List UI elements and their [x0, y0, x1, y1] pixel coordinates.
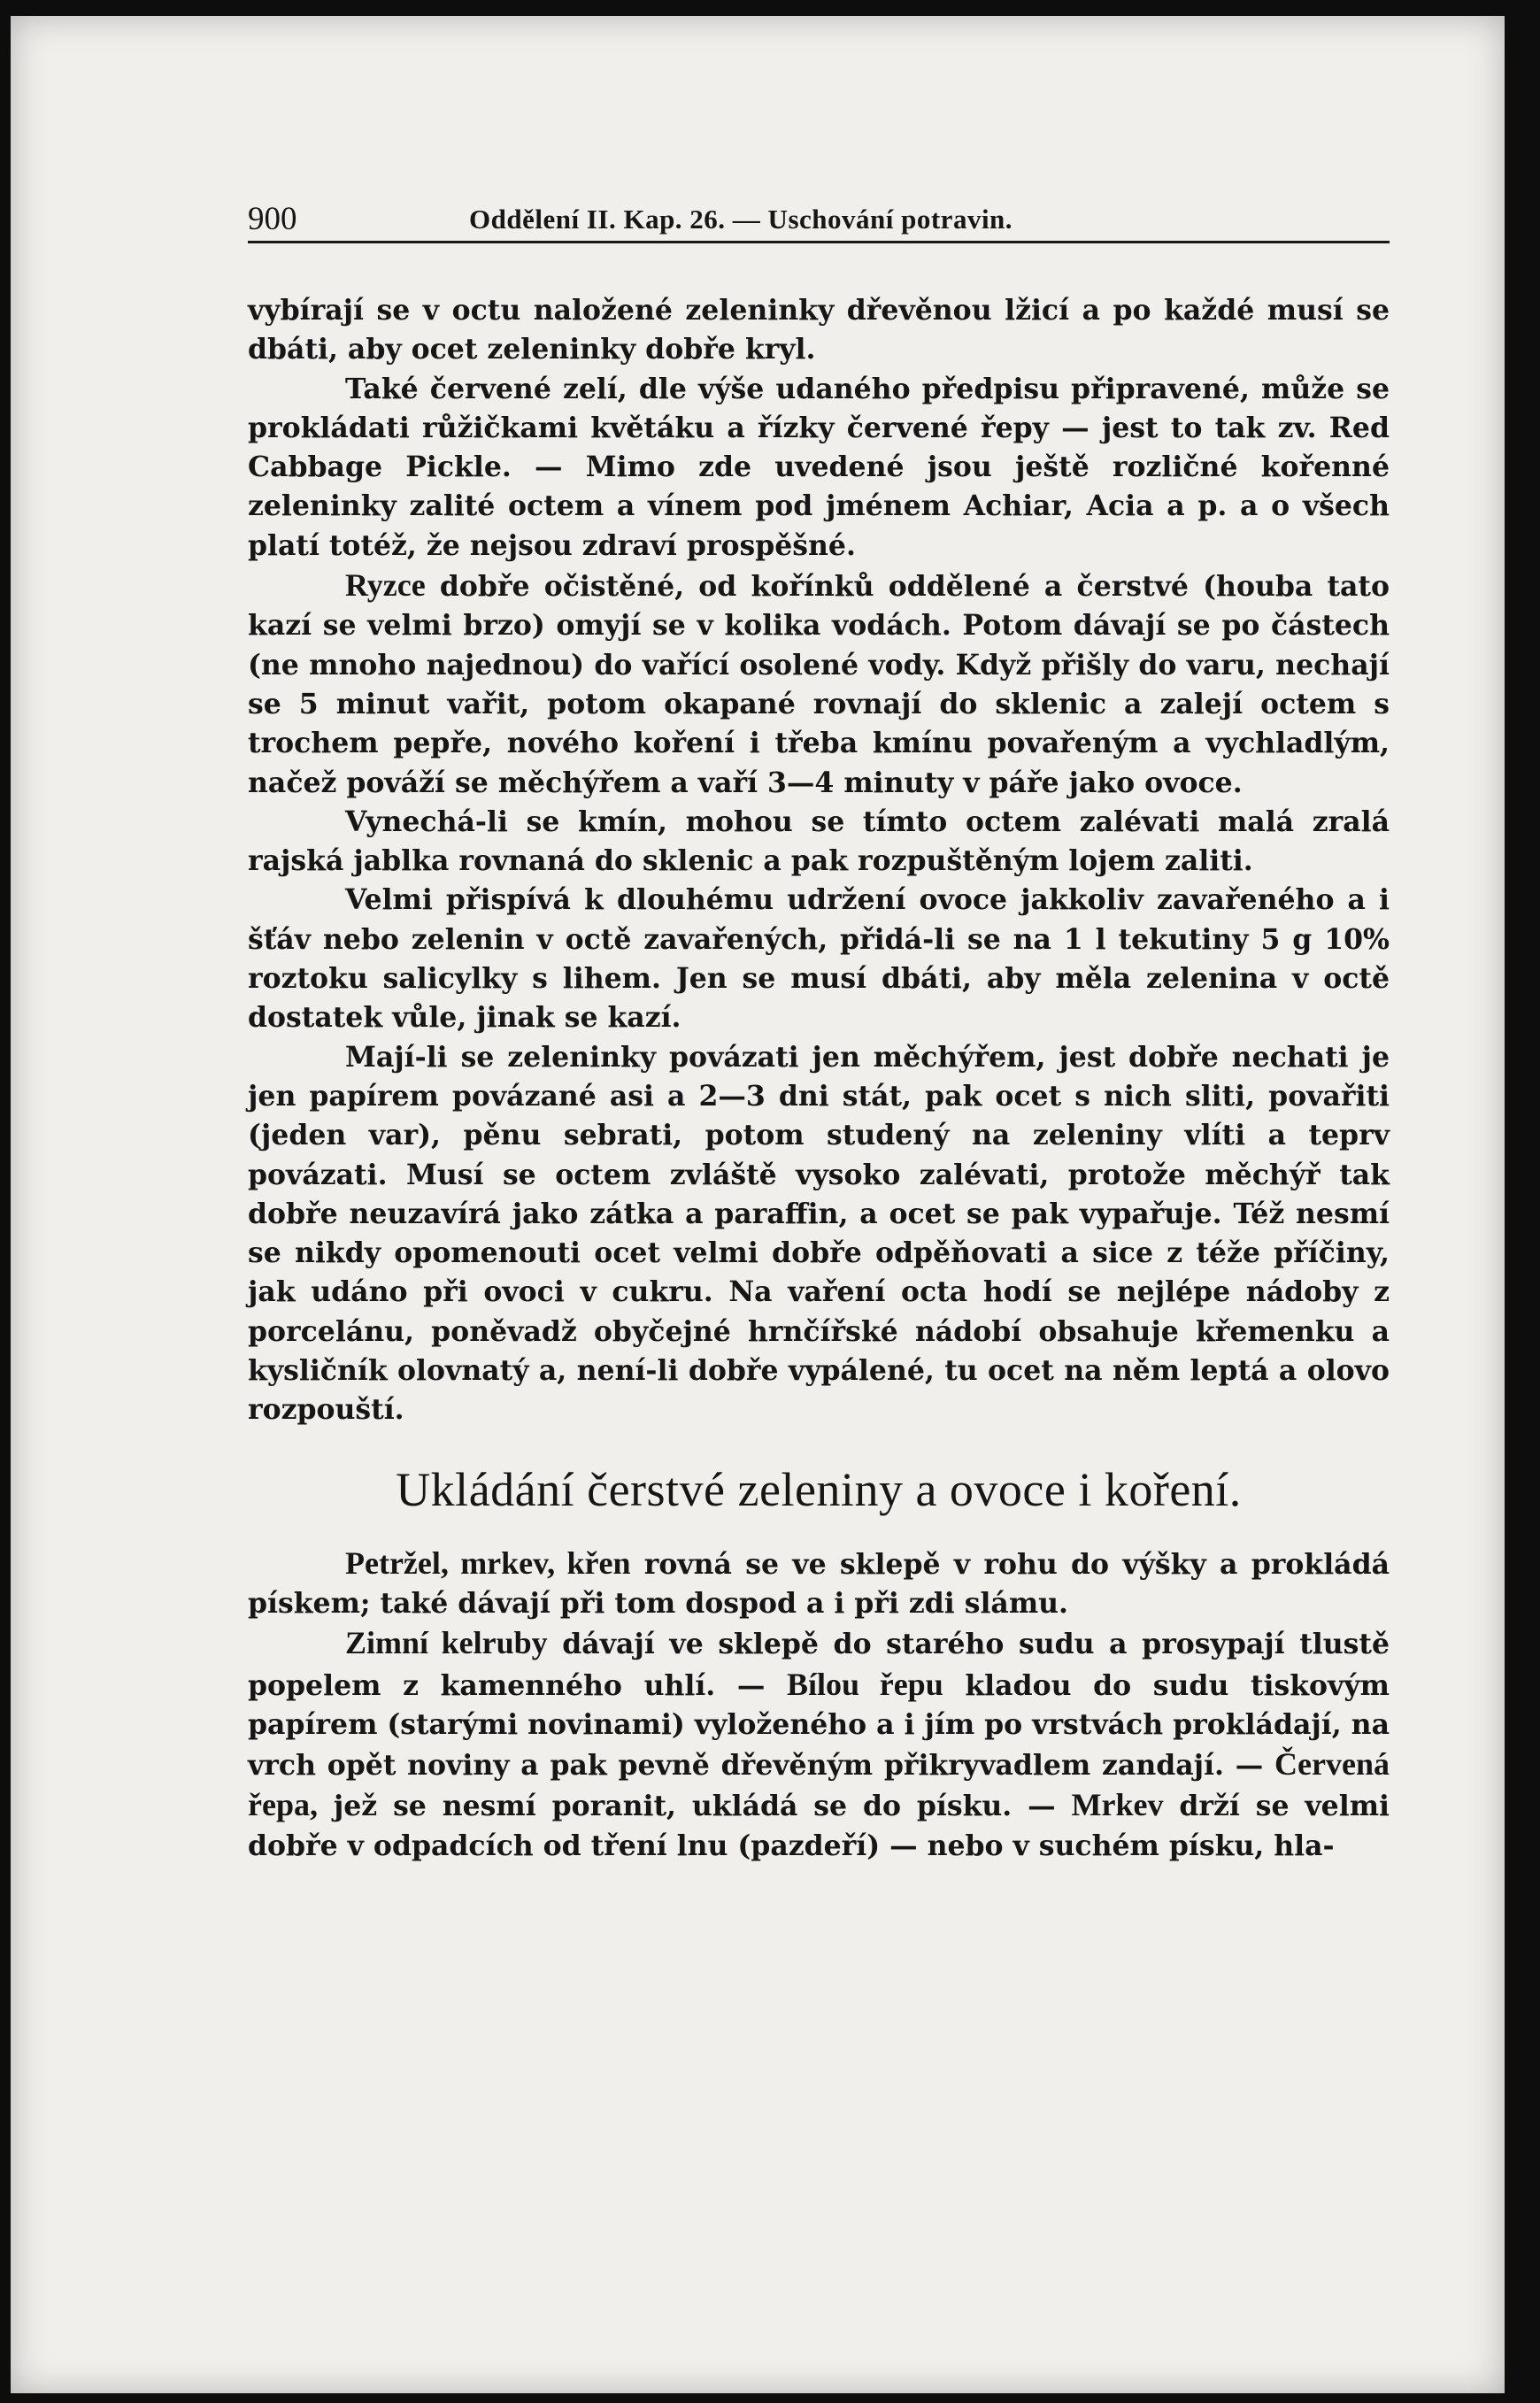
lead-term: Bílou řepu: [787, 1666, 943, 1702]
paragraph: Mají-li se zeleninky povázati jen měchýřem, jest dobře nechati je jen papírem povázané asi a 2—3 dni stát, pak ocet s nich sliti, povařiti (jeden var), pěnu sebrati, potom studený na zeleniny vlíti a teprv povázati. Musí se octem zvláště vysoko zalévati, protože měchýř tak dobře neuzavírá jako zátka a paraffin, a ocet se pak vypařuje. Též nesmí se nikdy opomenouti ocet velmi dobře odpěňovati a sice z téže příčiny, jak udáno při ovoci v cukru. Na vaření octa hodí se nejlépe nádoby z porcelánu, poněvadž obyčejné hrnčířské nádobí obsahuje křemenku a kysličník olovnatý a, není-li dobře vypálené, tu ocet na něm leptá a olovo rozpouští.: [248, 1040, 1390, 1427]
paragraph: [248, 1623, 1390, 1866]
paragraph: Také červené zelí, dle výše udaného předpisu připravené, může se prokládati růžičkami květáku a řízky červené řepy — jest to tak zv. Red Cabbage Pickle. — Mimo zde uvedené jsou ještě rozličné kořenné zeleninky zalité octem a vínem pod jménem Achiar, Acia a p. a o všech platí totéž, že nejsou zdraví prospěšné.: [248, 372, 1390, 562]
paragraph-text: dobře očistěné, od kořínků oddělené a čerstvé (houba tato kazí se velmi brzo) omyjí se v kolika vodách. Potom dávají se po částech (ne mnoho najednou) do vařící osolené vody. Když přišly do varu, nechají se 5 minut vařit, potom okapané rovnají do sklenic a zalejí octem s trochem pepře, nového koření i třeba kmínu povařeným a vychladlým, načež pováží se měchýřem a vaří 3—4 minuty v páře jako ovoce.: [248, 570, 1390, 799]
lead-term: Ryzce: [345, 567, 426, 604]
body-text-section2: [248, 1544, 1390, 1866]
paragraph: [248, 566, 1390, 803]
lead-term: Zimní kelruby: [345, 1625, 548, 1661]
running-header: [248, 193, 1390, 243]
page-number: 900: [248, 201, 297, 237]
paragraph-text: rovná se ve sklepě v rohu do výšky a prokládá pískem; také dávají při tom dospod a i při zdi slámu.: [248, 1547, 1390, 1620]
page-content: [248, 193, 1390, 1866]
lead-term: Mrkev: [1071, 1787, 1164, 1823]
body-text-section1: [248, 291, 1390, 1430]
lead-term: Červená řepa,: [248, 1746, 1390, 1823]
paragraph: Vynechá-li se kmín, mohou se tímto octem zalévati malá zralá rajská jablka rovnaná do sklenic a pak rozpuštěným lojem zaliti.: [248, 805, 1390, 878]
paragraph-text: dávají ve sklepě do starého sudu a prosypají tlustě popelem z kamenného uhlí. —: [248, 1628, 1390, 1702]
paragraph: vybírají se v octu naložené zeleninky dřevěnou lžicí a po každé musí se dbáti, aby ocet zeleninky dobře kryl.: [248, 294, 1390, 366]
paragraph: Velmi přispívá k dlouhému udržení ovoce jakkoliv zavařeného a i šťáv nebo zelenin v octě zavařených, přidá-li se na 1 l tekutiny 5 g 10% roztoku salicylky s lihem. Jen se musí dbáti, aby měla zelenina v octě dostatek vůle, jinak se kazí.: [248, 883, 1390, 1035]
section-heading: Ukládání čerstvé zeleniny a ovoce i koření.: [396, 1462, 1242, 1516]
lead-term: Petržel, mrkev, křen: [345, 1544, 631, 1581]
paragraph-text: jež se nesmí poranit, ukládá se do písku. —: [317, 1790, 1072, 1823]
paragraph: [248, 1544, 1390, 1624]
paragraph-text: kladou do sudu tiskovým papírem (starými novinami) vyloženého a i jím po vrstvách prokládají, na vrch opět noviny a pak pevně dřevěným přikryvadlem zandají. —: [248, 1668, 1390, 1783]
running-title: Oddělení II. Kap. 26. — Uschování potravin.: [469, 204, 1013, 235]
paragraph-text: drží se velmi dobře v odpadcích od tření lnu (pazdeří) — nebo v suchém písku, hla-: [248, 1790, 1390, 1862]
